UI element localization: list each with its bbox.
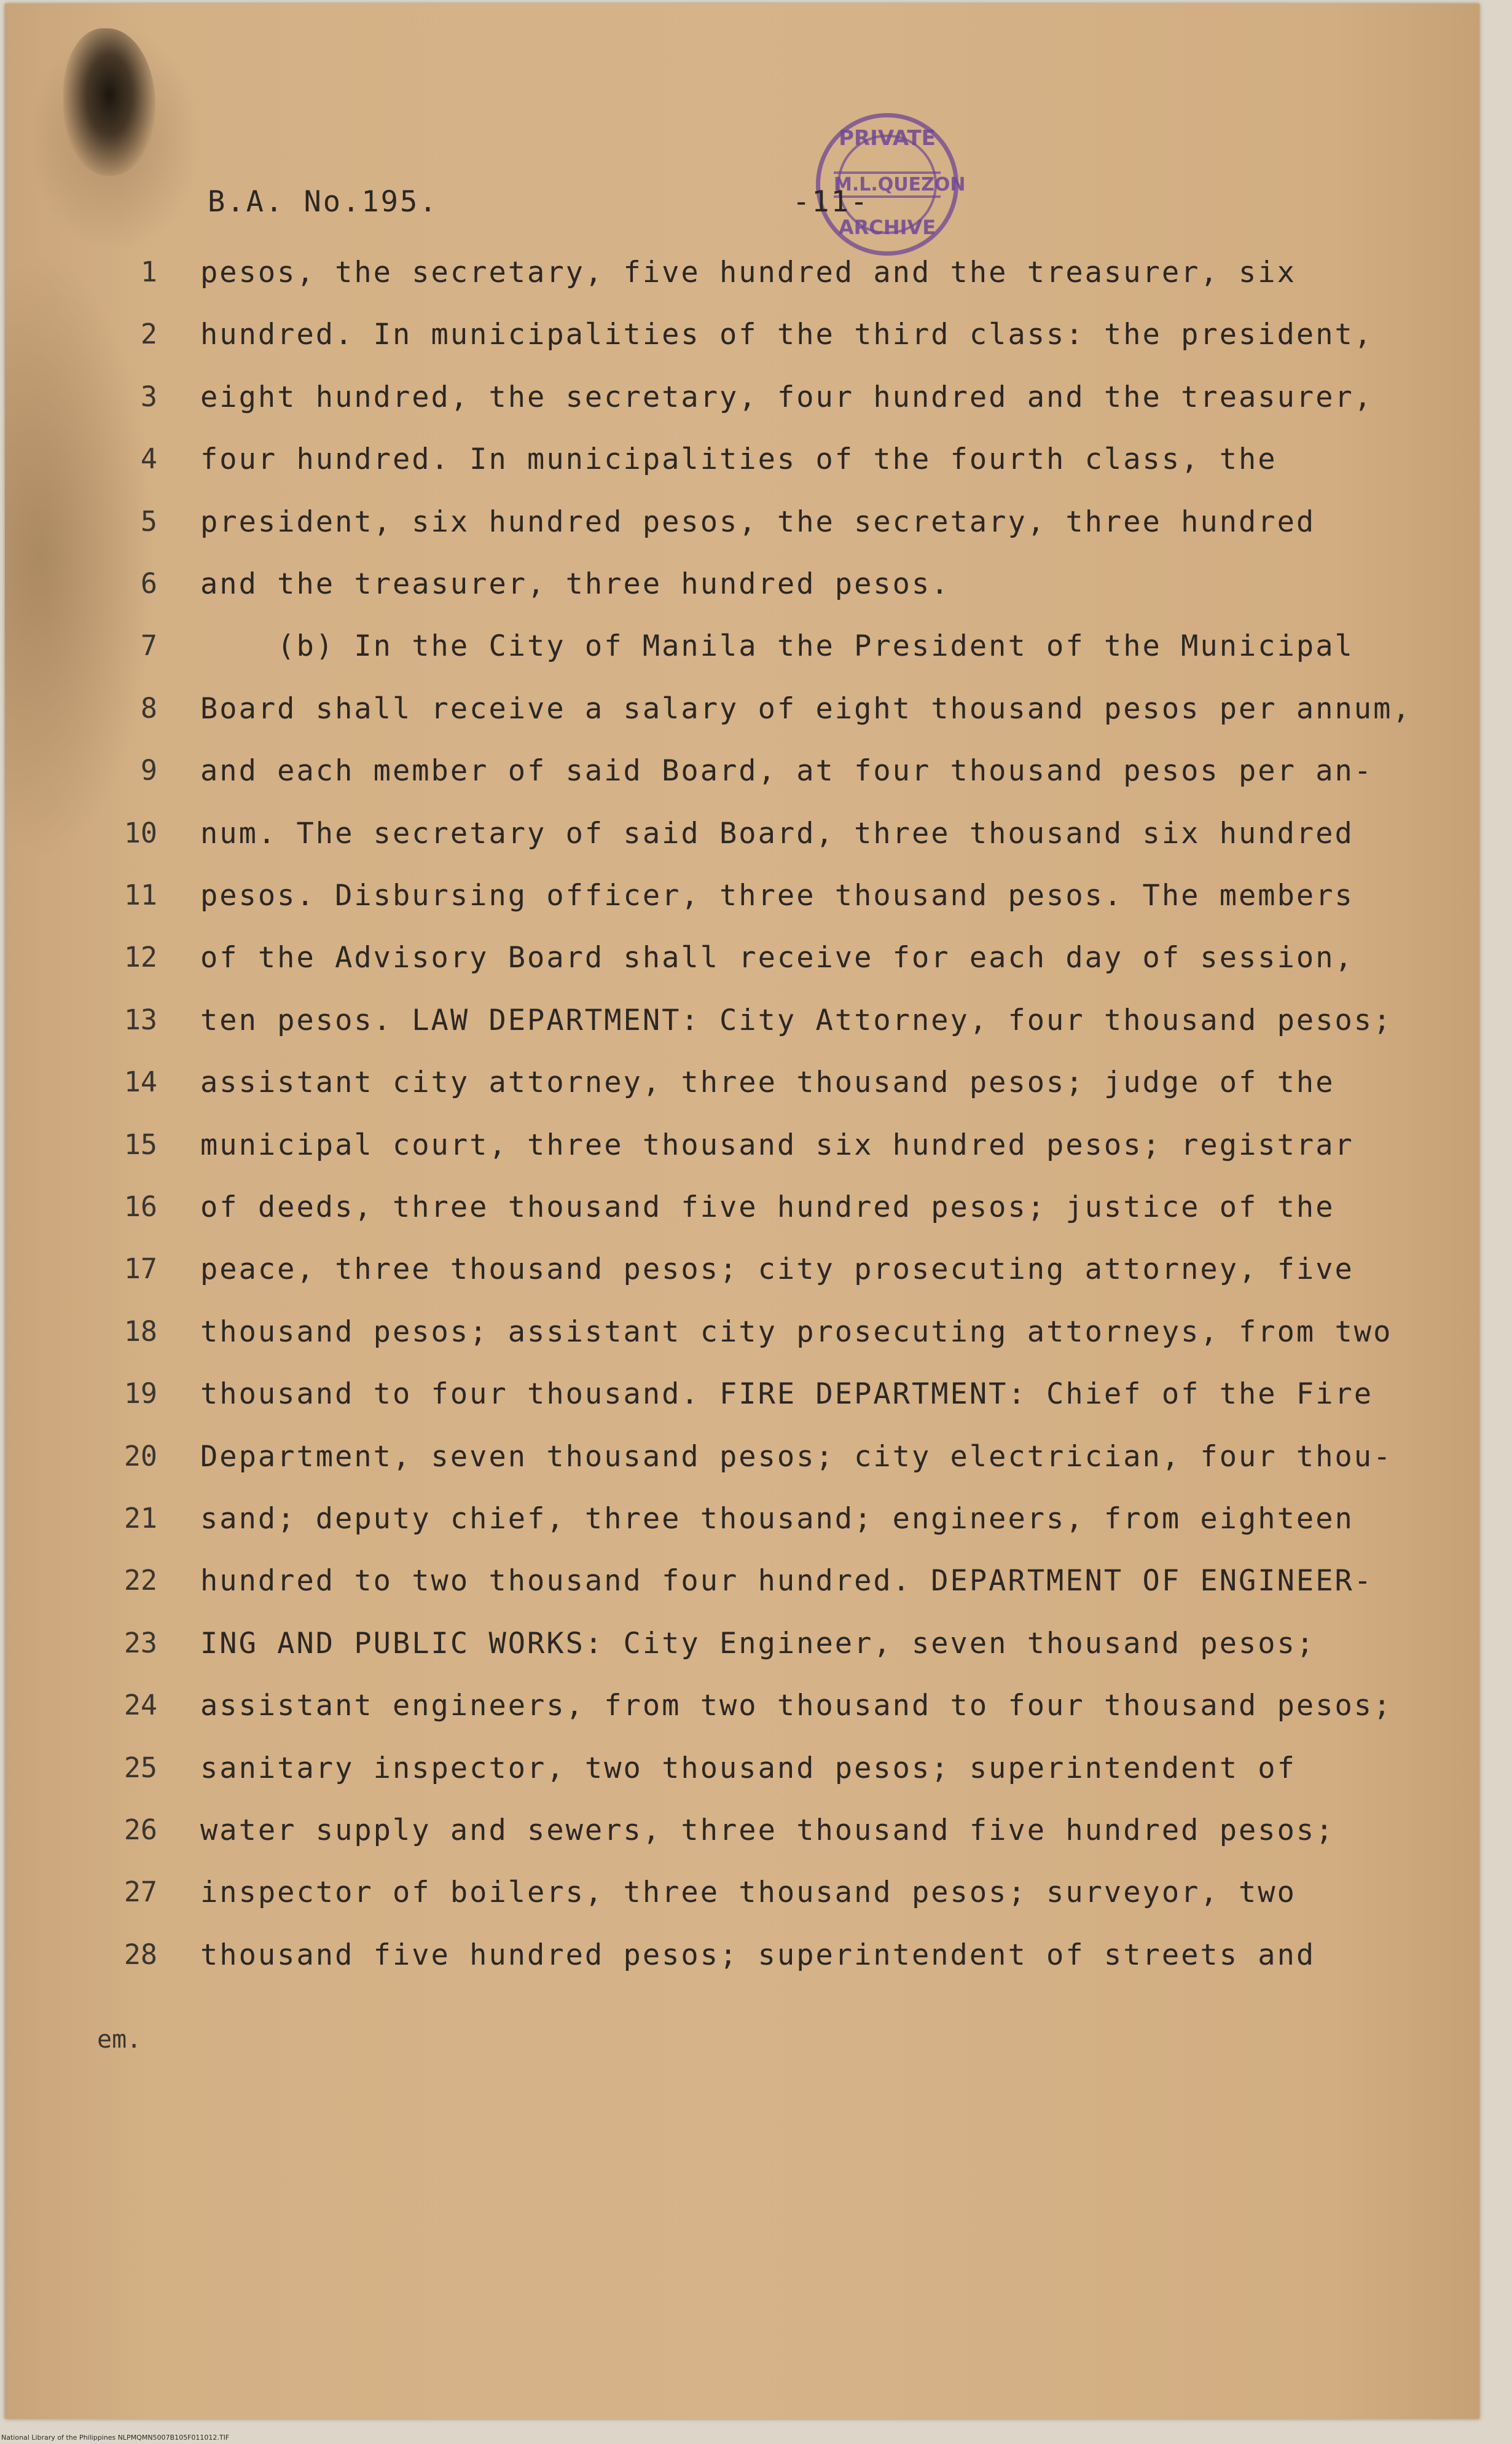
line-number: 25 <box>123 1751 157 1784</box>
line-text: sand; deputy chief, three thousand; engineers, from eighteen <box>200 1502 1354 1536</box>
line-text: president, six hundred pesos, the secretary, three hundred <box>200 505 1316 539</box>
document-body <box>5 4 1479 2032</box>
line-text: and the treasurer, three hundred pesos. <box>200 567 950 601</box>
line-text: hundred. In municipalities of the third class: the president, <box>200 318 1374 352</box>
line-text: num. The secretary of said Board, three thousand six hundred <box>200 816 1354 851</box>
line-text: sanitary inspector, two thousand pesos; superintendent of <box>200 1751 1296 1785</box>
typist-initials: em. <box>97 2026 142 2054</box>
line-number: 11 <box>123 879 157 911</box>
line-number: 14 <box>123 1066 157 1099</box>
line-number: 6 <box>140 567 157 600</box>
line-number: 20 <box>123 1439 157 1472</box>
line-text: Board shall receive a salary of eight thousand pesos per annum, <box>200 691 1412 726</box>
line-number: 24 <box>123 1689 157 1722</box>
line-number: 1 <box>140 256 157 288</box>
line-number: 21 <box>123 1502 157 1534</box>
line-number: 10 <box>123 816 157 849</box>
line-text: thousand five hundred pesos; superintendent of streets and <box>200 1938 1316 1972</box>
line-text: and each member of said Board, at four thousand pesos per an- <box>200 754 1374 788</box>
line-text: ING AND PUBLIC WORKS: City Engineer, seven thousand pesos; <box>200 1626 1316 1660</box>
line-number: 18 <box>123 1314 157 1348</box>
line-text: pesos. Disbursing officer, three thousand pesos. The members <box>200 879 1354 913</box>
line-number: 22 <box>123 1564 157 1597</box>
line-number: 2 <box>140 318 157 351</box>
line-text: (b) In the City of Manila the President of the Municipal <box>200 629 1354 664</box>
bill-number: B.A. No.195. <box>208 185 439 219</box>
line-number: 23 <box>123 1626 157 1659</box>
line-number: 12 <box>123 941 157 974</box>
line-number: 15 <box>123 1128 157 1161</box>
line-text: hundred to two thousand four hundred. DEPARTMENT OF ENGINEER- <box>200 1564 1374 1598</box>
line-text: ten pesos. LAW DEPARTMENT: City Attorney, four thousand pesos; <box>200 1003 1393 1037</box>
line-number: 17 <box>123 1252 157 1286</box>
line-text: eight hundred, the secretary, four hundred and the treasurer, <box>200 380 1374 414</box>
line-text: assistant engineers, from two thousand to four thousand pesos; <box>200 1689 1393 1723</box>
line-text: four hundred. In municipalities of the fourth class, the <box>200 442 1277 477</box>
line-number: 16 <box>123 1190 157 1223</box>
line-number: 9 <box>140 754 157 787</box>
line-text: inspector of boilers, three thousand pesos; surveyor, two <box>200 1876 1296 1910</box>
scan-caption: National Library of the Philippines NLPMQMN5007B105F011012.TIF <box>1 2434 230 2442</box>
line-text: thousand to four thousand. FIRE DEPARTMENT: Chief of the Fire <box>200 1377 1374 1412</box>
line-text: municipal court, three thousand six hundred pesos; registrar <box>200 1128 1354 1162</box>
stamp-bottom-text: ARCHIVE <box>838 216 936 239</box>
line-text: thousand pesos; assistant city prosecuting attorneys, from two <box>200 1314 1393 1349</box>
line-text: assistant city attorney, three thousand pesos; judge of the <box>200 1066 1335 1100</box>
stamp-top-text: PRIVATE <box>839 126 936 151</box>
line-number: 13 <box>123 1003 157 1036</box>
line-number: 8 <box>140 691 157 725</box>
line-number: 27 <box>123 1876 157 1909</box>
line-number: 28 <box>123 1938 157 1971</box>
stamp-middle-text: M.L.QUEZON <box>834 171 941 198</box>
line-number: 5 <box>140 505 157 538</box>
line-text: water supply and sewers, three thousand five hundred pesos; <box>200 1813 1335 1847</box>
line-number: 26 <box>123 1813 157 1846</box>
page-number: -11- <box>793 185 870 219</box>
line-text: pesos, the secretary, five hundred and the treasurer, six <box>200 256 1296 289</box>
line-text: of the Advisory Board shall receive for each day of session, <box>200 941 1354 975</box>
line-text: peace, three thousand pesos; city prosecuting attorney, five <box>200 1252 1354 1287</box>
line-text: Department, seven thousand pesos; city electrician, four thou- <box>200 1439 1393 1474</box>
line-text: of deeds, three thousand five hundred pesos; justice of the <box>200 1190 1335 1224</box>
line-number: 3 <box>140 380 157 413</box>
line-number: 7 <box>140 629 157 662</box>
document-paper <box>5 4 1479 2419</box>
line-number: 4 <box>140 442 157 476</box>
line-number: 19 <box>123 1377 157 1410</box>
